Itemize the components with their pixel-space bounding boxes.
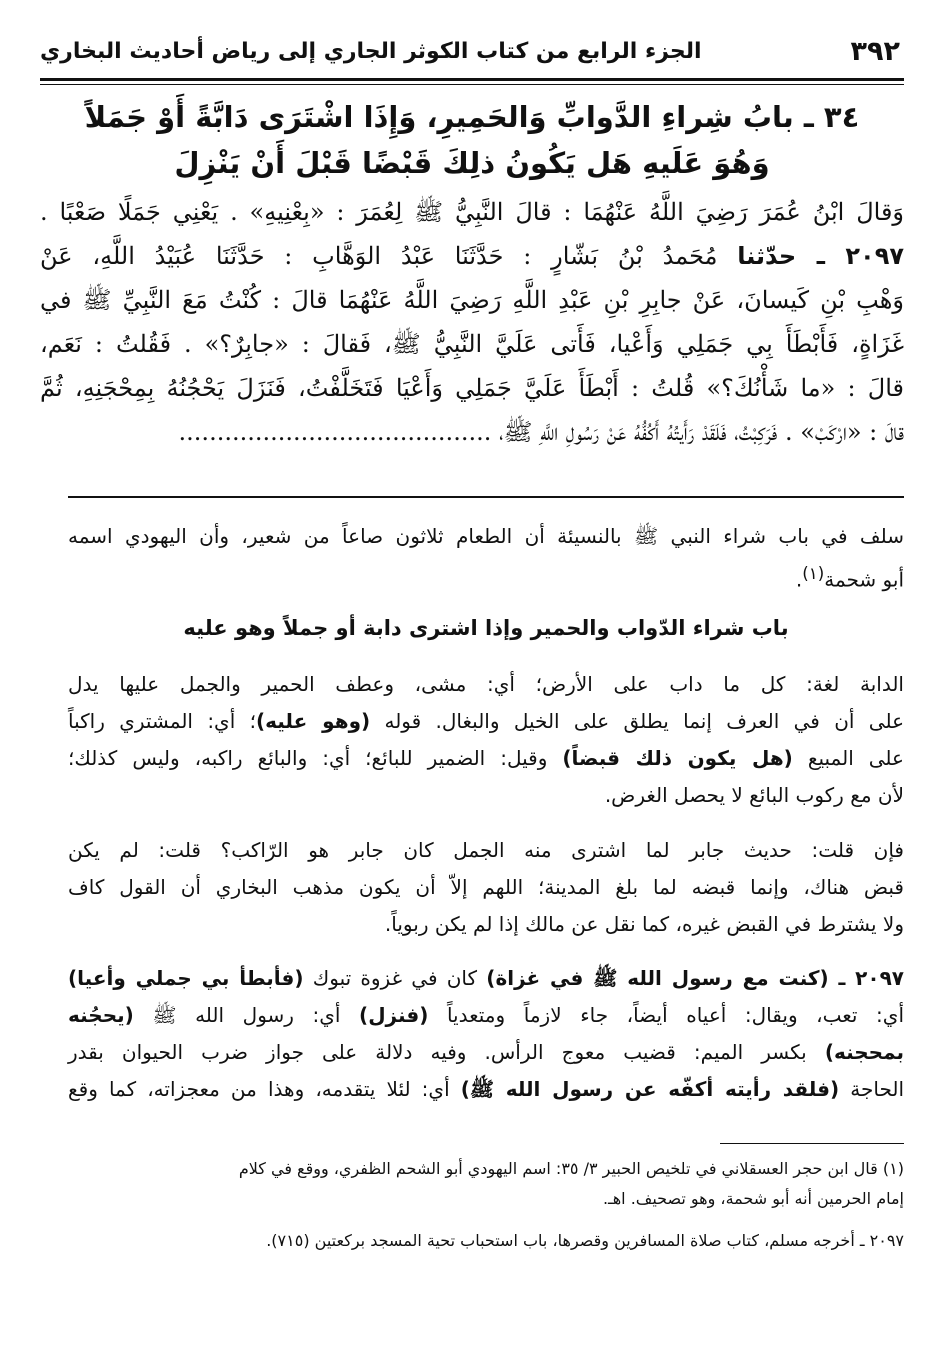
hadith-line-1 [40, 234, 904, 278]
footnote-ref-1: (١) [802, 564, 825, 583]
running-title: الجزء الرابع من كتاب الكوثر الجاري إلى رياض أحاديث البخاري [40, 38, 702, 64]
footnotes [68, 1154, 904, 1256]
commentary-intro-text: أبو شحمة [824, 567, 904, 592]
footnote-1-line-2: إمام الحرمين أنه أبو شحمة، وهو تصحيف. اهـ. [602, 1189, 904, 1208]
hadith-number: ٢٠٩٧ ـ حدّثنا [737, 242, 904, 270]
p3-line-3-b: بكسر الميم: قضيب معوج الرأس. وفيه دلالة على جواز ضرب الحيوان بقدر [68, 1040, 825, 1064]
hadith-line-3: غَزَاةٍ، فَأَبْطَأَ بِي جَمَلِي وَأَعْيا، فَأَتى عَلَيَّ النَّبِيُّ ﷺ، فَقالَ : «جابِرٌ؟» . فَقُلتُ : نَعَم، [40, 330, 904, 358]
p2-line-2: قبض هناك، وإنما قبضه لما بلغ المدينة؛ اللهم إلاّ أن يكون مذهب البخاري أن القول كاف [68, 875, 904, 899]
p3-line-4 [68, 1071, 904, 1108]
hadith-intro: وَقالَ ابْنُ عُمَرَ رَضِيَ اللَّهُ عَنْهُمَا : قالَ النَّبِيُّ ﷺ لِعُمَرَ : «بِعْنِيهِ» . يَعْنِي جَمَلًا صَعْبًا . [40, 198, 904, 226]
chapter-title-line-2: وَهُوَ عَلَيهِ هَل يَكُونُ ذلِكَ قَبْضًا قَبْلَ أَنْ يَنْزِلَ [174, 146, 770, 180]
hadith-line-5: قالَ : «ارْكَبْ» . فَرَكِبْتُ، فَلَقَدْ رَأَيتُهُ أَكُفُّهُ عَنْ رَسُولِ اللَّهِ ﷺ، ......................................... [178, 418, 904, 446]
chapter-title [40, 94, 904, 186]
p3-line-1-c: كان في غزوة تبوك [303, 966, 487, 990]
commentary-paragraph-1 [68, 666, 904, 814]
commentary-intro-line-1: سلف في باب شراء النبي ﷺ بالنسيئة أن الطعام ثلاثون صاعاً من شعير، وأن اليهودي اسمه [68, 524, 904, 548]
p1-line-3-c: وقيل: الضمير للبائع؛ أي: والبائع راكبه، وليس كذلك؛ [68, 746, 563, 770]
p1-quote-1: (وهو عليه) [255, 709, 371, 733]
hadith-text [40, 190, 904, 454]
p3-line-2-c: أي: رسول الله ﷺ [133, 1003, 360, 1027]
p3-quote-4: (يحجُنه [68, 1003, 134, 1027]
commentary-paragraph-2 [68, 832, 904, 943]
p1-quote-2: (هل يكون ذلك قبضاً) [562, 746, 793, 770]
text-commentary-divider [68, 496, 904, 498]
p3-quote-1: (كنت مع رسول الله ﷺ في غزاة) [486, 966, 829, 990]
footnote-1-line-1: (١) قال ابن حجر العسقلاني في تلخيص الحبير ٣/ ٣٥: اسم اليهودي أبو الشحم الظفري، ووقع في كلام [238, 1159, 904, 1178]
commentary-paragraph-3 [68, 960, 904, 1108]
p3-line-3 [68, 1034, 904, 1071]
footnote-divider [720, 1143, 904, 1144]
p3-quote-4-end: بمحجنه) [824, 1040, 904, 1064]
hadith-line-4: قالَ : «ما شَأْنُكَ؟» قُلتُ : أَبْطَأَ عَلَيَّ جَمَلِي وَأَعْيَا فَتَخَلَّفْتُ، فَنَزَلَ يَحْجُنُهُ بِمِحْجَنِهِ، ثُمَّ [40, 374, 904, 402]
p3-quote-5: (فلقد رأيته أكفّه عن رسول الله ﷺ) [460, 1077, 840, 1101]
p1-line-3 [68, 740, 904, 777]
p3-line-2-a: أي: تعب، ويقال: أعياه أيضاً، جاء لازماً ومتعدياً [428, 1003, 905, 1027]
commentary-intro [68, 518, 904, 599]
commentary-heading: باب شراء الدّواب والحمير وإذا اشترى دابة أو جملاً وهو عليه [183, 616, 789, 640]
commentary-intro-line-2 [68, 555, 904, 599]
hadith-line-2: وَهْبِ بْنِ كَيسانَ، عَنْ جابِرِ بْنِ عَبْدِ اللَّهِ رَضِيَ اللَّهُ عَنْهُمَا قالَ : كُنْتُ مَعَ النَّبِيِّ ﷺ في [40, 286, 904, 314]
p3-line-4-a: الحاجة [839, 1077, 905, 1101]
p1-line-2 [68, 703, 904, 740]
p3-quote-2: (فأبطأ بي جملي وأعيا) [68, 966, 304, 990]
p1-line-4: لأن مع ركوب البائع لا يحصل الغرض. [604, 783, 904, 807]
footnote-2: ٢٠٩٧ ـ أخرجه مسلم، كتاب صلاة المسافرين وقصرها، باب استحباب تحية المسجد بركعتين (٧١٥). [266, 1231, 904, 1250]
p3-line-1 [68, 960, 904, 997]
header-rule-thin [40, 84, 904, 85]
p2-line-1: فإن قلت: حديث جابر لما اشترى منه الجمل كان جابر هو الرّاكب؟ قلت: لم يكن [68, 838, 904, 862]
chapter-title-line-1: ٣٤ ـ بابُ شِراءِ الدَّوابِّ وَالحَمِيرِ، وَإِذَا اشْتَرَى دَابَّةً أَوْ جَمَلاً [84, 100, 860, 134]
footnote-1 [68, 1154, 904, 1214]
p3-line-2 [68, 997, 904, 1034]
p3-number: ٢٠٩٧ ـ [828, 966, 904, 990]
commentary-intro-end: . [795, 567, 803, 592]
header-rule [40, 78, 904, 81]
p1-line-2-c: ؛ أي: المشتري راكباً [68, 709, 256, 733]
p3-line-4-c: أي: لئلا يتقدمه، وهذا من معجزاته، كما وقع [68, 1077, 461, 1101]
p1-line-3-a: على المبيع [792, 746, 904, 770]
p2-line-3: ولا يشترط في القبض غيره، كما نقل عن مالك إذا لم يكن ربوياً. [384, 912, 904, 936]
page-number: ٣٩٢ [850, 35, 900, 67]
p1-line-2-a: على أن في العرف إنما يطلق على الخيل والبغال. قوله [370, 709, 904, 733]
page-header [40, 26, 900, 76]
hadith-line-1-text: مُحَمدُ بْنُ بَشّارٍ : حَدَّثَنَا عَبْدُ الوَهَّابِ : حَدَّثَنَا عُبَيْدُ اللَّهِ، عَنْ [40, 242, 738, 270]
p3-quote-3: (فنزل) [359, 1003, 429, 1027]
p1-line-1: الدابة لغة: كل ما داب على الأرض؛ أي: مشى، وعطف الحمير والجمل عليها يدل [68, 672, 904, 696]
